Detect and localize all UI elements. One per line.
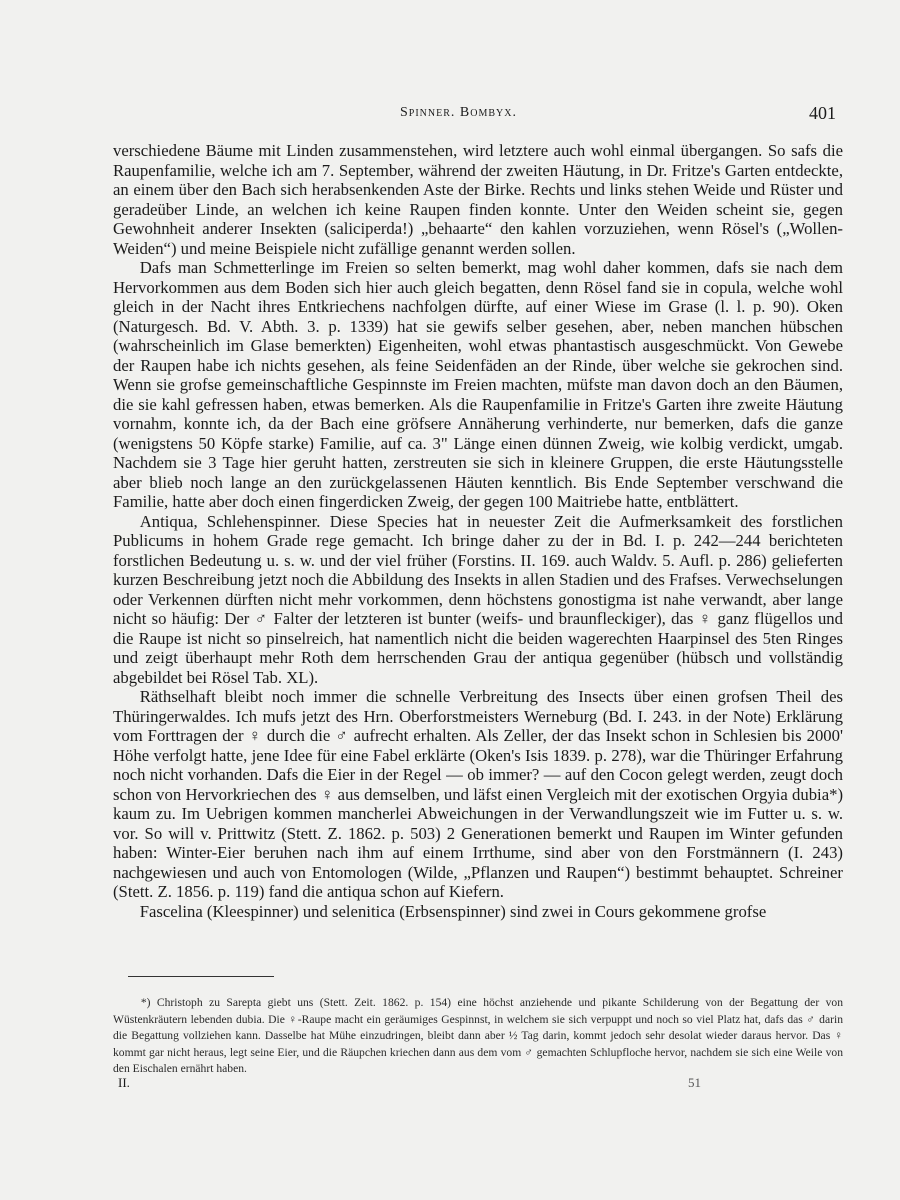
paragraph: Fascelina (Kleespinner) und selenitica (Erbsenspinner) sind zwei in Cours gekommene grofse (139, 901, 767, 921)
printer-signature (118, 1075, 818, 1093)
footnote (113, 995, 843, 1078)
footnote-rule (128, 976, 274, 977)
paragraph: Räthselhaft bleibt noch immer die schnelle Verbreitung des Insects über einen grofsen Theil des Thüringerwaldes. Ich mufs jetzt des Hrn. Oberforstmeisters Werneburg (Bd. I. 243. in der Note) Erklärung vom Forttragen der ♀ durch die ♂ aufrecht erhalten. Als Zeller, der das Insekt schon in Schlesien bis 2000' Höhe verfolgt hatte, jene Idee für eine Fabel erklärte (Oken's Isis 1839. p. 278), war die Thüringer Erfahrung noch nicht vorhanden. Dafs die Eier in der Regel — ob immer? — auf den Cocon gelegt werden, zeugt doch schon von Hervorkriechen des ♀ aus demselben, und läfst einen Vergleich mit der exotischen Orgyia dubia*) kaum zu. Im Uebrigen kommen mancherlei Abweichungen in der Verwandlungszeit wie im Futter u. s. w. vor. So will v. Prittwitz (Stett. Z. 1862. p. 503) 2 Generationen bemerkt und Raupen im Winter gefunden haben: Winter-Eier beruhen nach ihm auf einem Irrthume, sind aber von den Forstmännern (I. 243) nachgewiesen und auch von Entomologen (Wilde, „Pflanzen und Raupen“) bestimmt behauptet. Schreiner (Stett. Z. 1856. p. 119) fand die antiqua schon auf Kiefern. (113, 687, 843, 901)
paragraph: verschiedene Bäume mit Linden zusammenstehen, wird letztere auch wohl einmal übergangen. So safs die Raupenfamilie, welche ich am 7. September, während der zweiten Häutung, in Dr. Fritze's Garten entdeckte, an einem über den Bach sich herabsenkenden Aste der Birke. Rechts und links stehen Weide und Rüster und geradeüber Linde, an welchen ich keine Raupen finden konnte. Unter den Weiden scheint sie, gegen Gewohnheit anderer Insekten (saliciperda!) „behaarte“ den kahlen vorzuziehen, wenn Rösel's („Wollen-Weiden“) und meine Beispiele nicht zufällige genannt werden sollen. (113, 141, 843, 258)
sheet-mark: 51 (688, 1075, 701, 1090)
body-text (113, 141, 843, 921)
paragraph: Dafs man Schmetterlinge im Freien so selten bemerkt, mag wohl daher kommen, dafs sie nach dem Hervorkommen aus dem Boden sich hier auch gleich begatten, denn Rösel fand sie in copula, welche wohl gleich in der Nacht ihres Entkriechens nachfolgen dürfte, auf einer Wiese im Grase (l. l. p. 90). Oken (Naturgesch. Bd. V. Abth. 3. p. 1339) hat sie gewifs selber gesehen, aber, neben manchen hübschen (wahrscheinlich im Glase bemerkten) Eigenheiten, wohl etwas phantastisch ausgeschmückt. Von Gewebe der Raupen habe ich nichts gesehen, als feine Seidenfäden an der Rinde, über welche sie gekrochen sind. Wenn sie grofse gemeinschaftliche Gespinnste im Freien machten, müfste man davon doch an den Bäumen, die sie kahl gefressen haben, etwas bemerken. Als die Raupenfamilie in Fritze's Garten ihre zweite Häutung vornahm, konnte ich, da der Bach eine gröfsere Annäherung verhinderte, nur bemerken, dafs die ganze (wenigstens 50 Köpfe starke) Familie, auf ca. 3" Länge einen dünnen Zweig, wie kolbig verdickt, umgab. Nachdem sie 3 Tage hier geruht hatten, zerstreuten sie sich in kleinere Gruppen, die erste Häutungsstelle aber blieb noch lange an den zurückgelassenen Häuten kenntlich. Bis Ende September verschwand die Familie, hatte aber doch einen fingerdicken Zweig, der gegen 100 Maitriebe hatte, entblättert. (113, 258, 843, 511)
page-number: 401 (809, 103, 836, 123)
volume-mark: II. (118, 1075, 130, 1090)
page-header (110, 103, 850, 127)
footnote-text: *) Christoph zu Sarepta giebt uns (Stett. Zeit. 1862. p. 154) eine höchst anziehende und pikante Schilderung von der Begattung der von Wüstenkräutern lebenden dubia. Die ♀-Raupe macht ein geräumiges Gespinnst, in welchem sie sich verpuppt und noch so viel Platz hat, dafs das ♂ darin die Begattung vollziehen kann. Dasselbe hat Mühe einzudringen, bleibt dann aber ½ Tag darin, kommt jedoch sehr desolat wieder daraus hervor. Das ♀ kommt gar nicht heraus, legt seine Eier, und die Räupchen kriechen dann aus dem vom ♂ gemachten Schlupfloche hervor, nachdem sie sich eine Weile von den Eischalen ernährt haben. (113, 996, 843, 1076)
running-head: Spinner. Bombyx. (400, 105, 517, 120)
paragraph: Antiqua, Schlehenspinner. Diese Species hat in neuester Zeit die Aufmerksamkeit des forstlichen Publicums in hohem Grade rege gemacht. Ich bringe daher zu der in Bd. I. p. 242—244 berichteten forstlichen Bedeutung u. s. w. und der viel früher (Forstins. II. 169. auch Waldv. 5. Aufl. p. 286) gelieferten kurzen Beschreibung jetzt noch die Abbildung des Insekts in allen Stadien und des Frafses. Verwechselungen oder Verkennen dürften nicht mehr vorkommen, denn höchstens gonostigma ist nahe verwandt, aber lange nicht so häufig: Der ♂ Falter der letzteren ist bunter (weifs- und braunfleckiger), das ♀ ganz flügellos und die Raupe ist nicht so pinselreich, hat namentlich nicht die beiden wagerechten Haarpinsel des 5ten Ringes und zeigt überhaupt mehr Roth dem herrschenden Grau der antiqua gegenüber (hübsch und vollständig abgebildet bei Rösel Tab. XL). (113, 511, 843, 687)
